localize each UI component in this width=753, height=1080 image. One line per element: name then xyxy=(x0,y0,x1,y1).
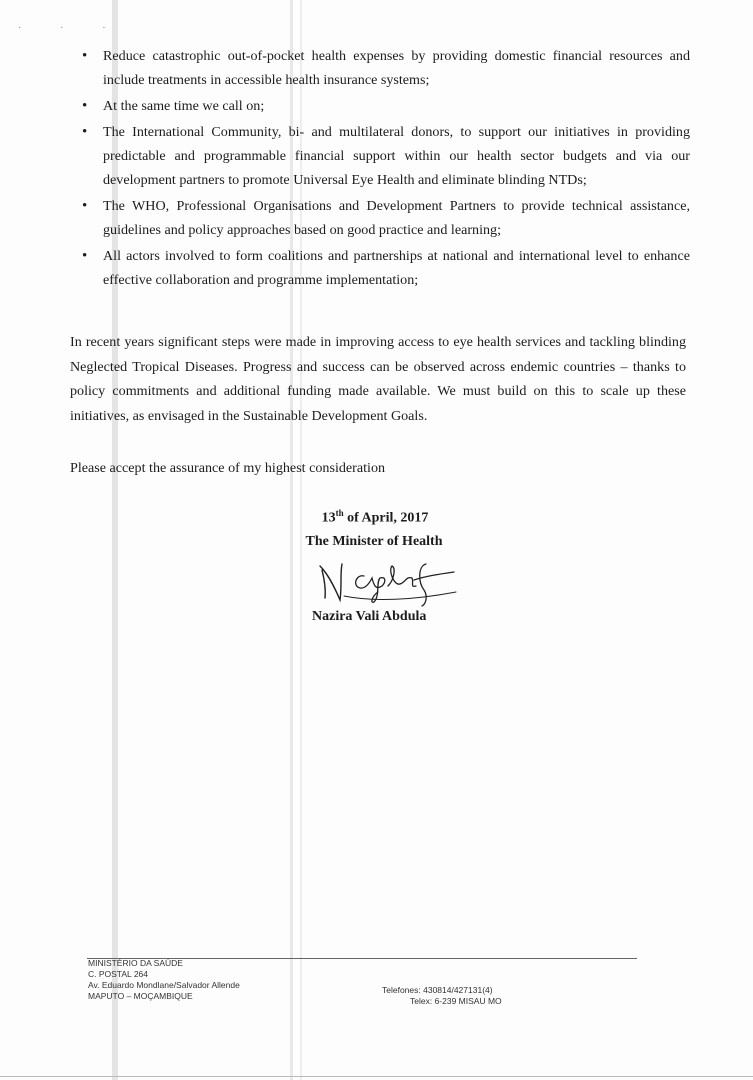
footer-contact xyxy=(382,985,502,1007)
bullet-item: • The WHO, Professional Organisations and Development Partners to provide technical assistance, guidelines and policy approaches based on good practice and learning; xyxy=(82,194,690,242)
closing-sentence: Please accept the assurance of my highest consideration xyxy=(70,460,386,476)
signer-title: The Minister of Health xyxy=(305,534,443,549)
body-paragraph: In recent years significant steps were made in improving access to eye health services and tackling blinding Neglected Tropical Diseases. Progress and success can be observed across endemic countries – thanks to policy commitments and additional funding made available. We must build on this to scale up these initiatives, as envisaged in the Sustainable Development Goals. xyxy=(70,334,686,424)
bullet-item: • At the same time we call on; xyxy=(82,94,690,118)
scan-specks: · · · xyxy=(18,22,124,33)
footer-telex: Telex: 6-239 MISAU MO xyxy=(410,996,502,1006)
footer-address xyxy=(88,958,240,1002)
footer-line: MAPUTO – MOÇAMBIQUE xyxy=(88,991,193,1001)
footer-line: C. POSTAL 264 xyxy=(88,969,148,979)
bullet-item: • All actors involved to form coalitions and partnerships at national and international level to enhance effective collaboration and programme implementation; xyxy=(82,244,690,292)
footer-line: Av. Eduardo Mondlane/Salvador Allende xyxy=(88,980,240,990)
bullet-item: • Reduce catastrophic out-of-pocket health expenses by providing domestic financial resources and include treatments in accessible health insurance systems; xyxy=(82,44,690,92)
bullet-item: • The International Community, bi- and multilateral donors, to support our initiatives in providing predictable and programmable financial support within our health sector budgets and via our development partners to promote Universal Eye Health and eliminate blinding NTDs; xyxy=(82,120,690,192)
page-bottom-edge xyxy=(0,1076,753,1077)
signer-name: Nazira Vali Abdula xyxy=(312,609,427,624)
date-suffix: th xyxy=(335,508,344,518)
bullet-list xyxy=(82,44,690,294)
letter-date xyxy=(300,508,450,527)
date-rest: of April, 2017 xyxy=(343,510,429,526)
footer-line: MINISTÉRIO DA SAÚDE xyxy=(88,958,183,968)
date-day: 13 xyxy=(321,510,336,526)
handwritten-signature xyxy=(314,556,464,608)
footer-phone: Telefones: 430814/427131(4) xyxy=(382,985,493,995)
